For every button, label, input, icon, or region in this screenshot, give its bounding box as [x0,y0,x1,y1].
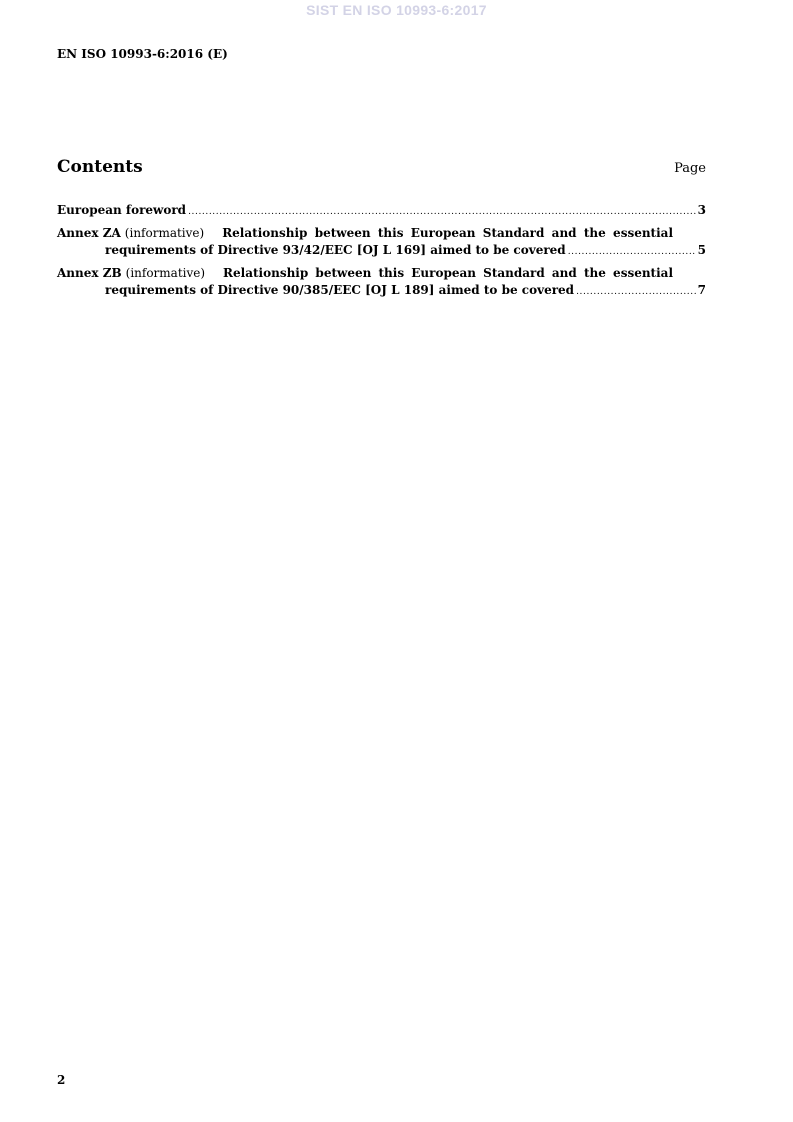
annex-title-line-1[interactable]: Relationship between this European Standard and the essential [223,266,673,280]
dot-leader [188,204,696,221]
toc-page-number: 5 [697,243,706,257]
contents-heading [57,157,706,177]
annex-id: Annex ZB [57,266,122,280]
annex-title-line-2[interactable]: requirements of Directive 93/42/EEC [OJ L 169] aimed to be covered [105,243,566,257]
annex-type: (informative) [125,266,206,280]
toc-entry-title[interactable]: European foreword [57,203,187,217]
annex-title-line-2[interactable]: requirements of Directive 90/385/EEC [OJ L 189] aimed to be covered [105,283,575,297]
toc-entry-annex-zb[interactable] [57,265,706,301]
annex-type: (informative) [124,226,205,240]
page-column-label: Page [674,161,706,176]
document-id: EN ISO 10993-6:2016 (E) [57,47,228,61]
table-of-contents [57,202,706,305]
annex-id: Annex ZA [57,226,121,240]
toc-page-number: 7 [697,283,706,297]
dot-leader [568,244,696,261]
dot-leader [576,284,696,301]
watermark: SIST EN ISO 10993-6:2017 [306,2,487,18]
toc-page-number: 3 [697,203,706,217]
toc-entry-annex-za[interactable] [57,225,706,261]
contents-title: Contents [57,157,143,177]
page-number: 2 [57,1073,66,1087]
toc-entry-foreword[interactable] [57,202,706,221]
annex-title-line-1[interactable]: Relationship between this European Standard and the essential [222,226,673,240]
